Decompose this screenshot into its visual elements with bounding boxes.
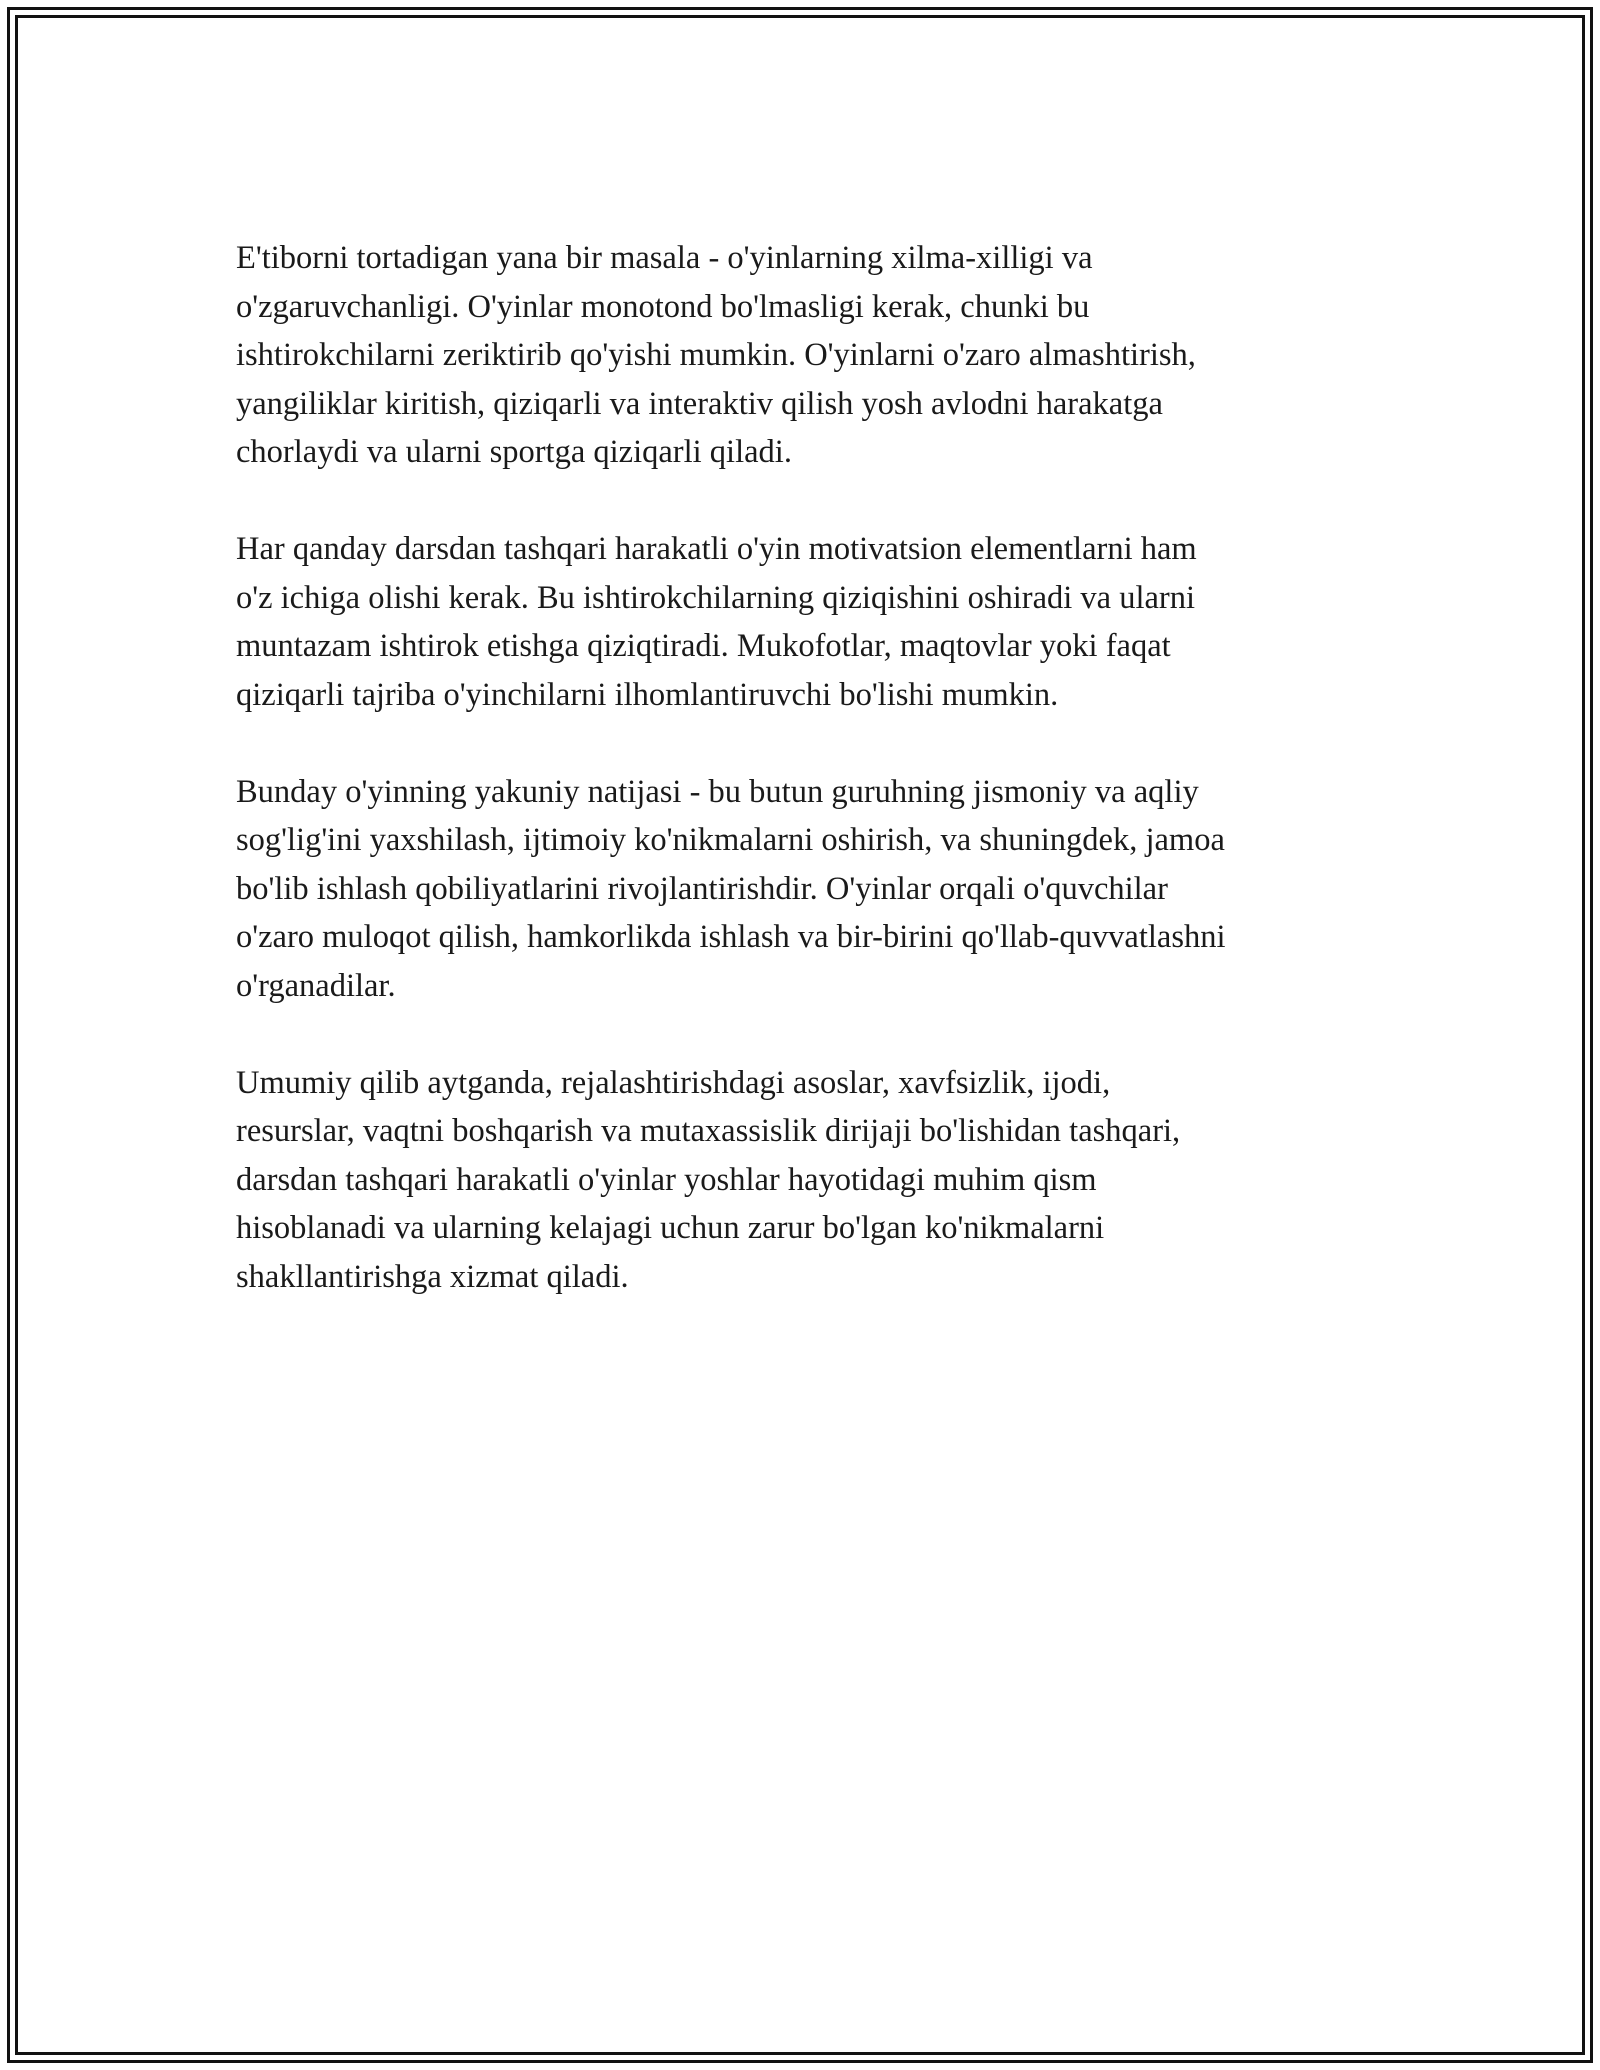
paragraph-line: o'rganadilar.: [236, 967, 396, 1004]
paragraph-line: o'z ichiga olishi kerak. Bu ishtirokchilarning qiziqishini oshiradi va ularni: [236, 579, 1196, 616]
paragraph-line: o'zgaruvchanligi. O'yinlar monotond bo'lmasligi kerak, chunki bu: [236, 288, 1090, 325]
paragraph-line: shakllantirishga xizmat qiladi.: [236, 1258, 629, 1295]
paragraph-line: o'zaro muloqot qilish, hamkorlikda ishlash va bir-birini qo'llab-quvvatlashni: [236, 919, 1226, 955]
paragraph-2: [236, 525, 1366, 719]
document-body: [236, 234, 1366, 1350]
paragraph-line: sog'lig'ini yaxshilash, ijtimoiy ko'nikmalarni oshirish, va shuningdek, jamoa: [236, 822, 1225, 858]
paragraph-line: yangiliklar kiritish, qiziqarli va interaktiv qilish yosh avlodni harakatga: [236, 385, 1163, 422]
paragraph-line: Umumiy qilib aytganda, rejalashtirishdagi asoslar, xavfsizlik, ijodi,: [236, 1064, 1111, 1101]
paragraph-line: ishtirokchilarni zeriktirib qo'yishi mumkin. O'yinlarni o'zaro almashtirish,: [236, 337, 1196, 373]
paragraph-line: resurslar, vaqtni boshqarish va mutaxassislik dirijaji bo'lishidan tashqari,: [236, 1113, 1181, 1149]
paragraph-line: chorlaydi va ularni sportga qiziqarli qiladi.: [236, 434, 792, 470]
paragraph-line: Har qanday darsdan tashqari harakatli o'yin motivatsion elementlarni ham: [236, 531, 1197, 567]
paragraph-line: hisoblanadi va ularning kelajagi uchun zarur bo'lgan ko'nikmalarni: [236, 1210, 1105, 1246]
paragraph-4: [236, 1059, 1366, 1302]
paragraph-line: bo'lib ishlash qobiliyatlarini rivojlantirishdir. O'yinlar orqali o'quvchilar: [236, 870, 1168, 907]
paragraph-line: qiziqarli tajriba o'yinchilarni ilhomlantiruvchi bo'lishi mumkin.: [236, 676, 1059, 713]
paragraph-line: darsdan tashqari harakatli o'yinlar yoshlar hayotidagi muhim qism: [236, 1161, 1097, 1198]
paragraph-line: Bunday o'yinning yakuniy natijasi - bu butun guruhning jismoniy va aqliy: [236, 773, 1199, 810]
paragraph-line: E'tiborni tortadigan yana bir masala - o'yinlarning xilma-xilligi va: [236, 240, 1093, 276]
paragraph-3: [236, 768, 1366, 1011]
paragraph-line: muntazam ishtirok etishga qiziqtiradi. Mukofotlar, maqtovlar yoki faqat: [236, 628, 1171, 664]
paragraph-1: [236, 234, 1366, 477]
